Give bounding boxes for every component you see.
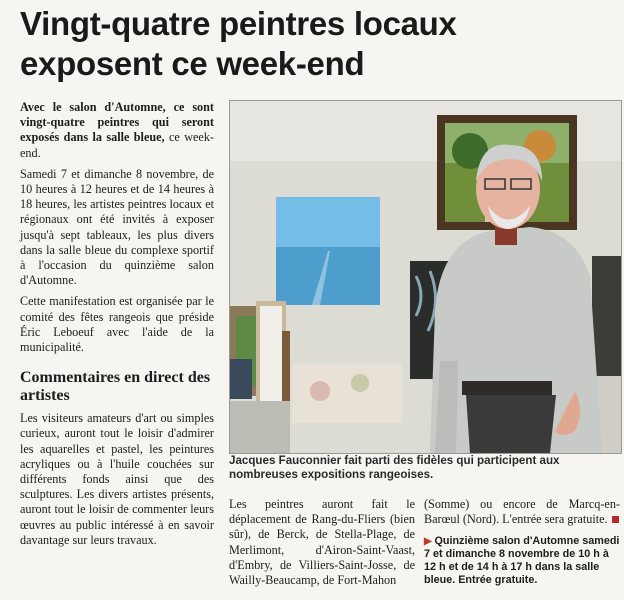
photo-caption: Jacques Fauconnier fait parti des fidèles qui participent aux nombreuses expositions rangeoises. [229, 454, 560, 481]
middle-column [229, 497, 415, 594]
event-info-box [424, 535, 620, 587]
article-photo [229, 100, 622, 454]
lead-paragraph [20, 100, 214, 161]
lead-bold-text: Avec le salon d'Automne, ce sont vingt-quatre peintres qui seront exposés dans la salle bleue, [20, 100, 214, 145]
photo-illustration [230, 101, 621, 453]
triangle-arrow-icon: ▶ [424, 536, 435, 548]
paragraph-organisation: Cette manifestation est organisée par le comité des fêtes rangeois que préside Éric Leboeuf avec l'aide de la municipalité. [20, 294, 214, 355]
article-headline [20, 4, 610, 84]
headline-line-1: Vingt-quatre peintres locaux [20, 5, 457, 42]
section-subheading: Commentaires en direct des artistes [20, 369, 211, 405]
paragraph-schedule: Samedi 7 et dimanche 8 novembre, de 10 heures à 12 heures et de 14 heures à 18 heures, les artistes peintres locaux et régionaux ont été invités à exposer jusqu'à sept tableaux, les plus divers dans la salle bleue du complexe sportif à l'occasion du quinzième salon d'Automne. [20, 166, 214, 288]
left-column [20, 100, 214, 554]
paragraph-towns: Les peintres auront fait le déplacement de Rang-du-Fliers (bien sûr), de Berck, de Stella-Plage, de Merlimont, d'Airon-Saint-Vaast, d'Embry, de Villiers-Saint-Josse, de Wailly-Beaucamp, de Fort-Mahon [229, 497, 415, 588]
headline-line-2: exposent ce week-end [20, 45, 365, 82]
event-info-text: Quinzième salon d'Automne samedi 7 et dimanche 8 novembre de 10 h à 12 h et de 14 h à 17 h dans la salle bleue. Entrée gratuite. [424, 535, 620, 587]
paragraph-visitors: Les visiteurs amateurs d'art ou simples curieux, auront tout le loisir d'admirer les aquarelles et pastel, les peintures acryliques ou à l'huile couchées sur différents fonds ainsi que des sculptures. Les divers artistes présents, auront tout le loisir de commenter leurs œuvres au public intéressé à en savoir davantage sur leurs travaux. [20, 411, 214, 547]
paragraph-towns-continued [424, 497, 620, 527]
end-of-article-mark [612, 516, 619, 523]
lead-rest-text: ce week-end. [20, 130, 214, 160]
towns-continued-text: (Somme) ou encore de Marcq-en-Barœul (Nord). L'entrée sera gratuite. [424, 497, 620, 527]
right-column [424, 497, 620, 587]
